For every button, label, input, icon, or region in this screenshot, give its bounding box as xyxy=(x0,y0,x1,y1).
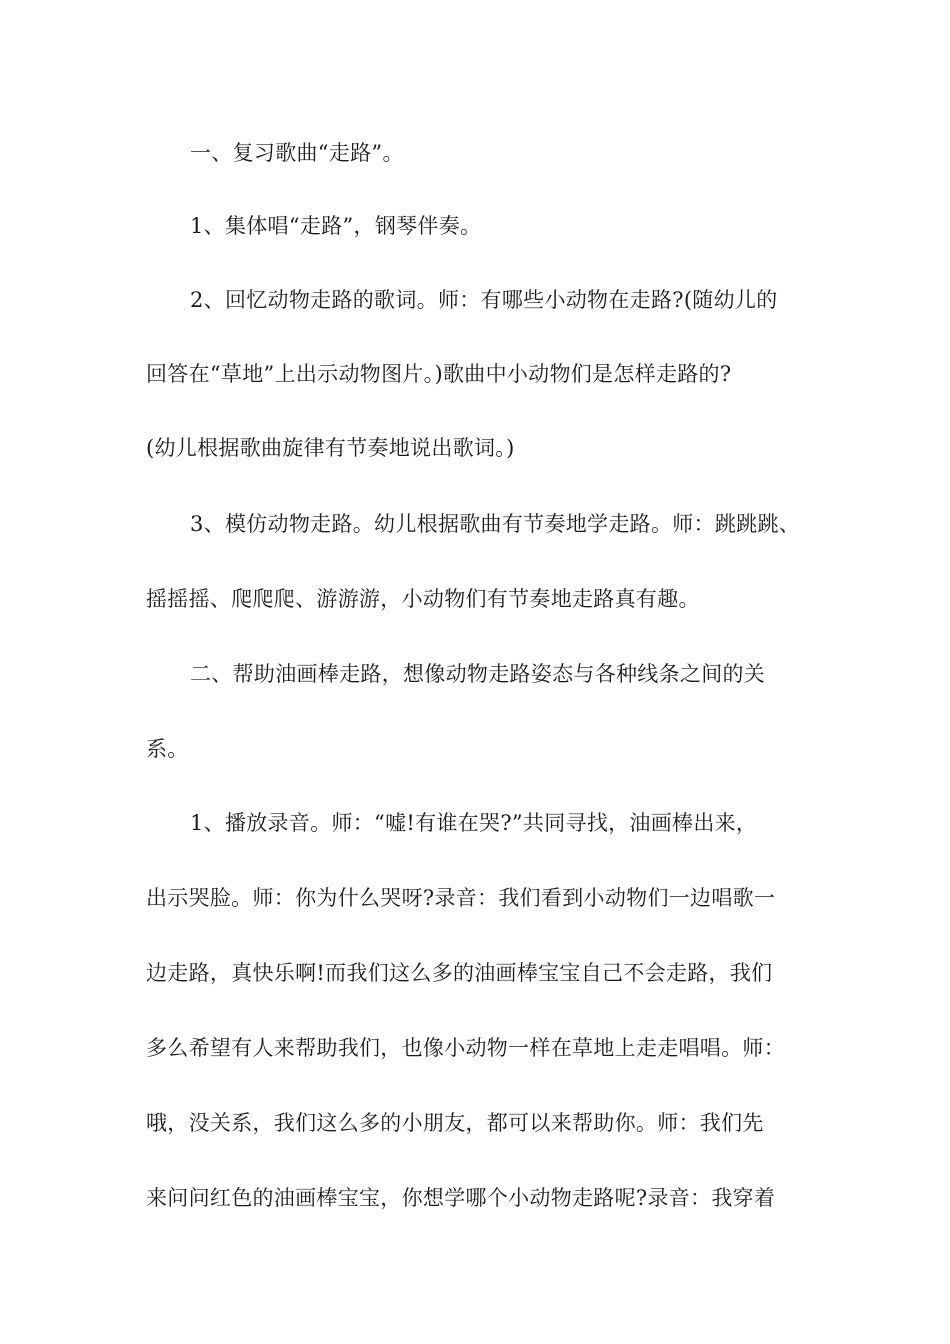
paragraph-line: 多么希望有人来帮助我们，也像小动物一样在草地上走走唱唱。师： xyxy=(146,1036,785,1060)
paragraph-line: 系。 xyxy=(146,737,189,761)
section-heading-help: 二、帮助油画棒走路，想像动物走路姿态与各种线条之间的关 xyxy=(190,662,766,686)
paragraph-line: 出示哭脸。师：你为什么哭呀?录音：我们看到小动物们一边唱歌一 xyxy=(146,886,776,910)
paragraph-line: 来问问红色的油画棒宝宝，你想学哪个小动物走路呢?录音：我穿着 xyxy=(146,1186,776,1210)
paragraph-line: 3、模仿动物走路。幼儿根据歌曲有节奏地学走路。师：跳跳跳、 xyxy=(190,512,801,536)
paragraph-line: 1、播放录音。师：“嘘!有谁在哭?”共同寻找，油画棒出来， xyxy=(190,811,758,835)
paragraph-line: (幼儿根据歌曲旋律有节奏地说出歌词。) xyxy=(146,436,515,460)
paragraph-line: 回答在“草地”上出示动物图片。)歌曲中小动物们是怎样走路的? xyxy=(146,362,732,386)
paragraph-line: 边走路，真快乐啊!而我们这么多的油画棒宝宝自己不会走路，我们 xyxy=(146,961,773,985)
paragraph-line: 摇摇摇、爬爬爬、游游游，小动物们有节奏地走路真有趣。 xyxy=(146,587,700,611)
paragraph-line: 1、集体唱“走路”，钢琴伴奏。 xyxy=(190,214,482,238)
paragraph-line: 哦，没关系，我们这么多的小朋友，都可以来帮助你。师：我们先 xyxy=(146,1111,764,1135)
paragraph-line: 2、回忆动物走路的歌词。师：有哪些小动物在走路?(随幼儿的 xyxy=(190,288,778,312)
section-heading-review: 一、复习歌曲“走路”。 xyxy=(190,141,404,165)
